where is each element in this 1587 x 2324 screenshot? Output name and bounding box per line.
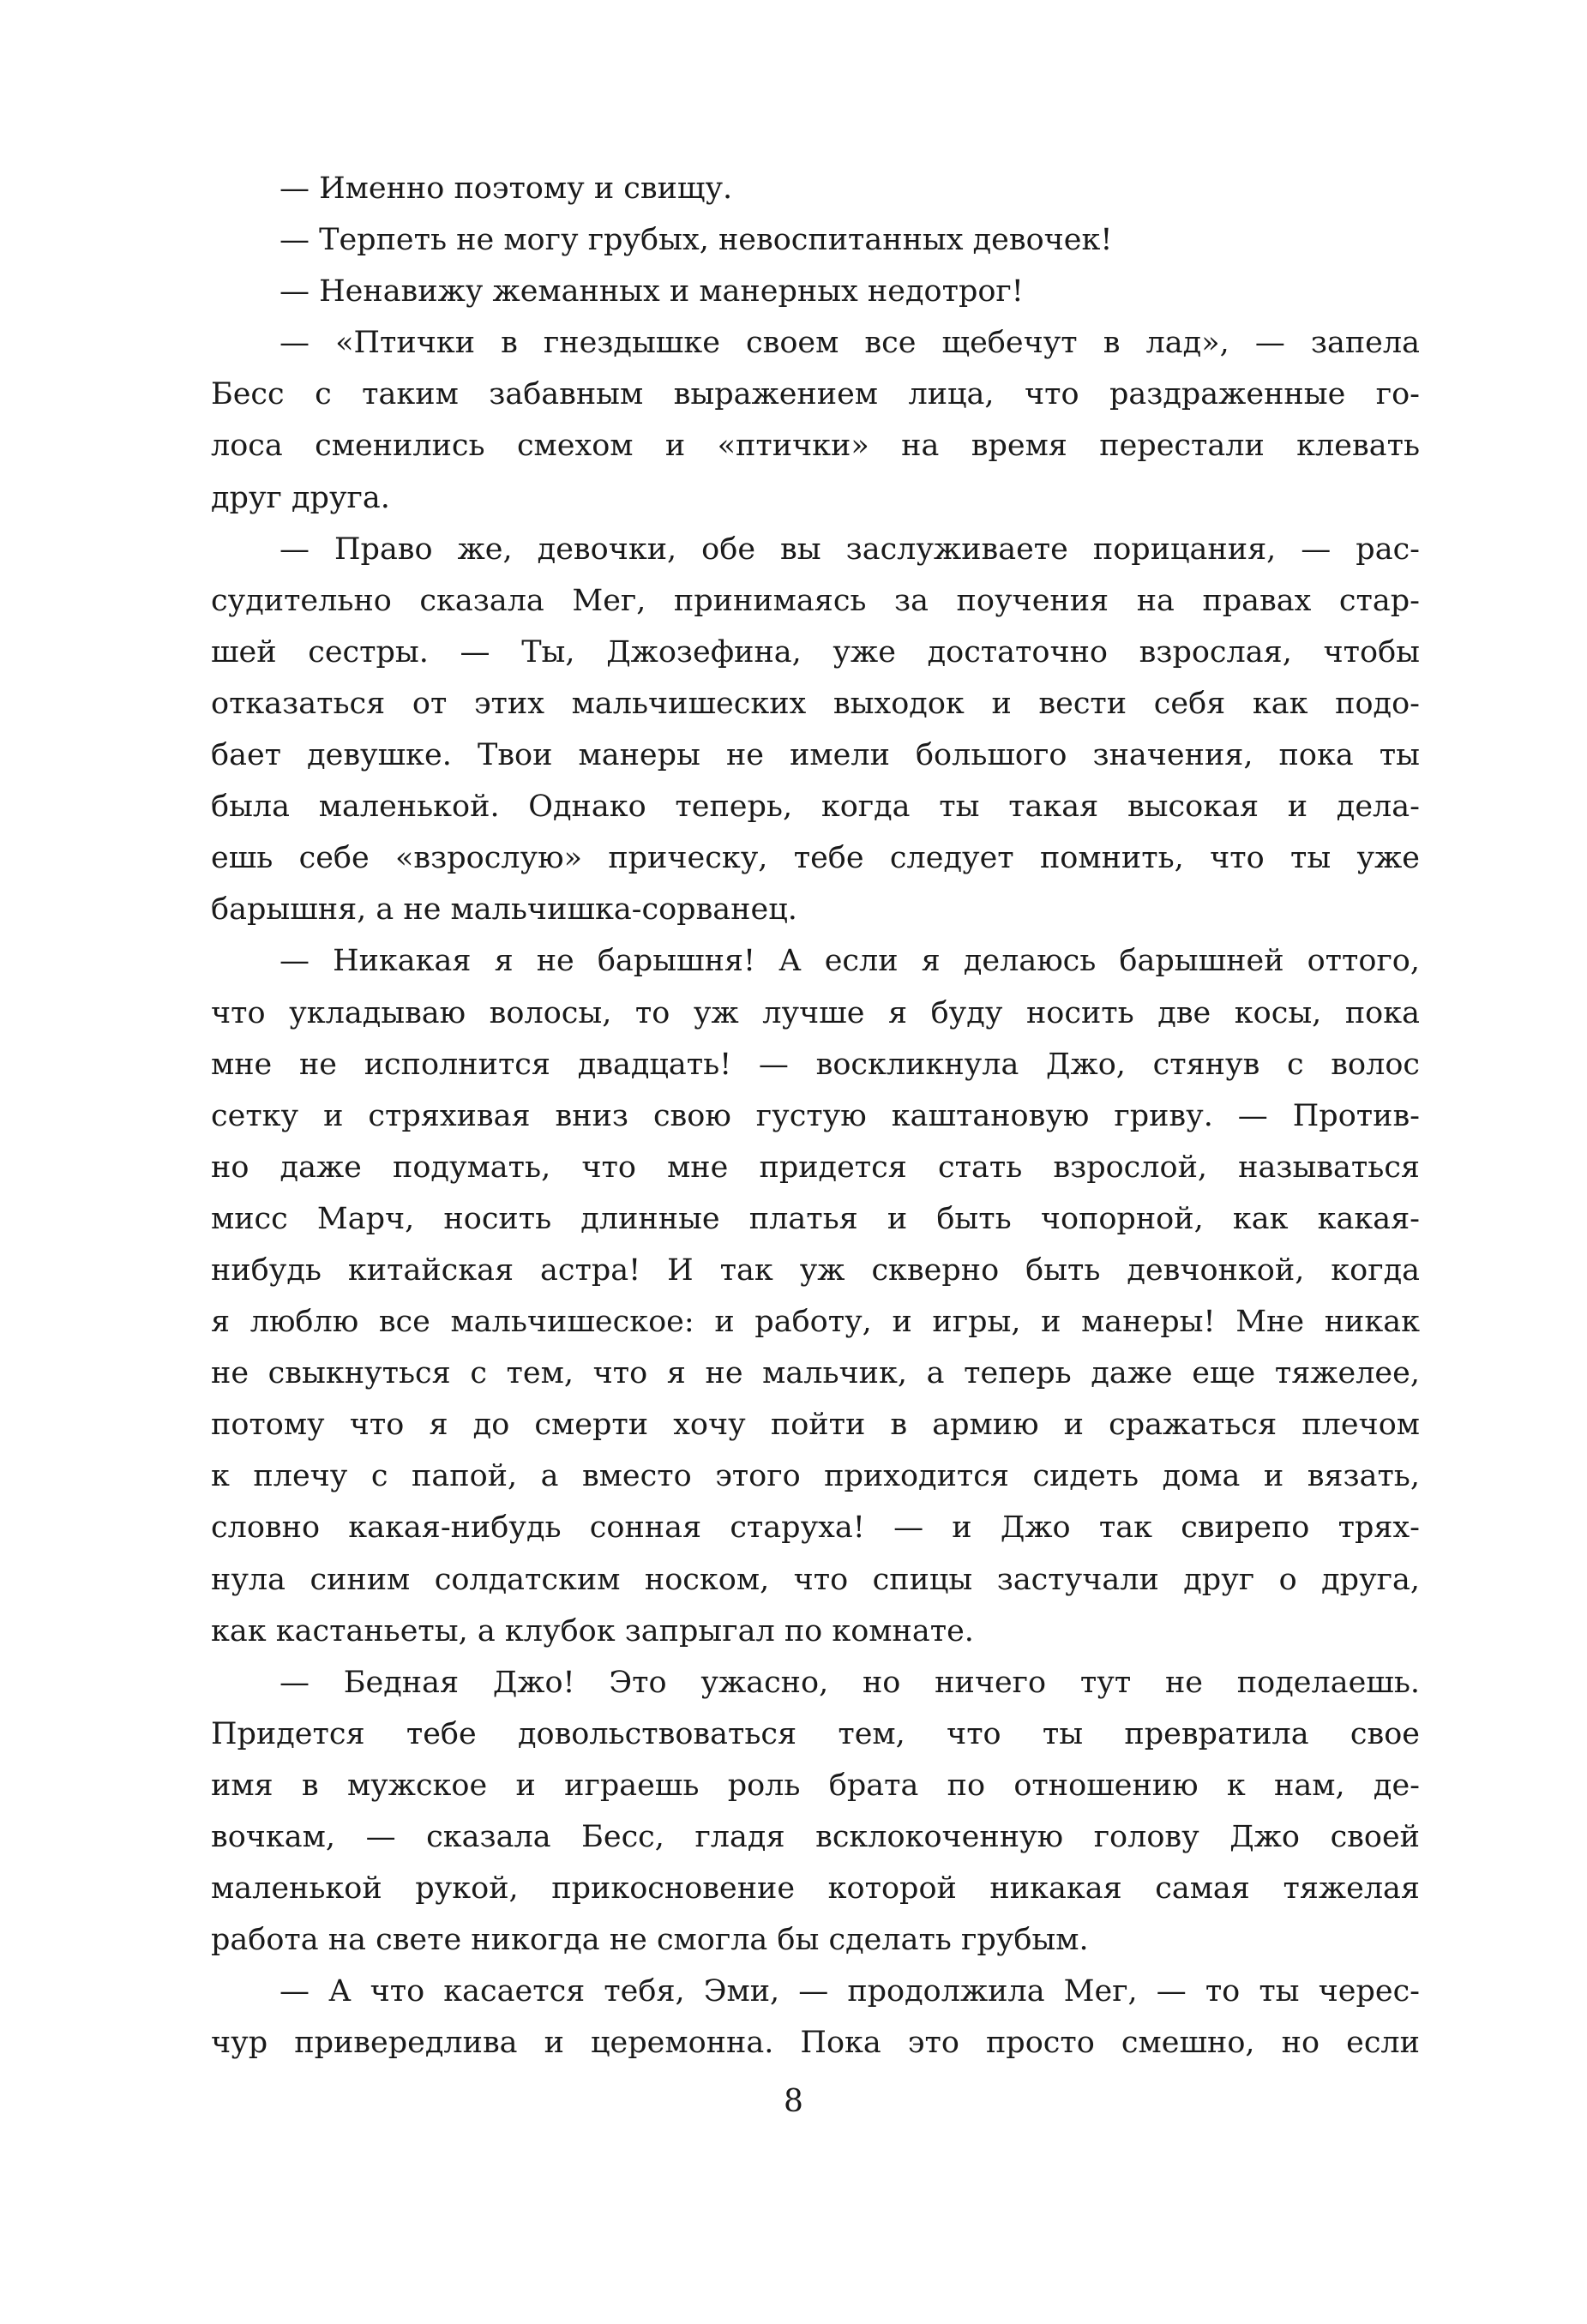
- text-line: сетку и стряхивая вниз свою густую каштановую гриву. — Против-: [211, 1098, 1420, 1133]
- paragraph: [211, 524, 1420, 936]
- text-line: — Ненавижу жеманных и манерных недотрог!: [280, 274, 1024, 309]
- text-line: мне не исполнится двадцать! — воскликнула Джо, стянув с волос: [211, 1047, 1420, 1082]
- page-number: 8: [784, 2084, 803, 2119]
- text-line: отказаться от этих мальчишеских выходок и вести себя как подо-: [211, 686, 1420, 721]
- text-line: я люблю все мальчишеское: и работу, и игры, и манеры! Мне никак: [211, 1305, 1420, 1340]
- text-line: Придется тебе довольствоваться тем, что ты превратила свое: [211, 1716, 1420, 1751]
- text-line: нибудь китайская астра! И так уж скверно быть девчонкой, когда: [211, 1252, 1420, 1288]
- text-line: к плечу с папой, а вместо этого приходится сидеть дома и вязать,: [211, 1459, 1420, 1494]
- text-line: ешь себе «взрослую» прическу, тебе следует помнить, что ты уже: [211, 841, 1420, 876]
- text-line: — Терпеть не могу грубых, невоспитанных девочек!: [280, 223, 1113, 258]
- text-line: но даже подумать, что мне придется стать взрослой, называться: [211, 1150, 1420, 1185]
- text-line: шей сестры. — Ты, Джозефина, уже достаточно взрослая, чтобы: [211, 634, 1420, 670]
- text-line: была маленькой. Однако теперь, когда ты такая высокая и дела-: [211, 790, 1420, 825]
- paragraph: [211, 163, 1420, 214]
- paragraph: [211, 1657, 1420, 1967]
- text-line: судительно сказала Мег, принимаясь за поучения на правах стар-: [211, 583, 1420, 618]
- text-line: барышня, а не мальчишка-сорванец.: [211, 892, 797, 928]
- text-line: — Именно поэтому и свищу.: [280, 171, 733, 206]
- text-line: маленькой рукой, прикосновение которой никакая самая тяжелая: [211, 1871, 1420, 1907]
- paragraph: [211, 214, 1420, 266]
- text-line: бает девушке. Твои манеры не имели большого значения, пока ты: [211, 738, 1420, 773]
- text-line: что укладываю волосы, то уж лучше я буду носить две косы, пока: [211, 995, 1420, 1030]
- text-line: чур привередлива и церемонна. Пока это просто смешно, но если: [211, 2026, 1420, 2061]
- paragraph: [211, 266, 1420, 317]
- text-line: потому что я до смерти хочу пойти в армию и сражаться плечом: [211, 1408, 1420, 1443]
- body-text: [211, 163, 1420, 2069]
- text-line: — Бедная Джо! Это ужасно, но ничего тут не поделаешь.: [280, 1665, 1420, 1700]
- text-line: работа на свете никогда не смогла бы сделать грубым.: [211, 1923, 1089, 1958]
- text-line: — Никакая я не барышня! А если я делаюсь барышней оттого,: [280, 944, 1420, 979]
- text-line: словно какая-нибудь сонная старуха! — и Джо так свирепо трях-: [211, 1510, 1420, 1546]
- paragraph: [211, 317, 1420, 523]
- text-line: имя в мужское и играешь роль брата по отношению к нам, де-: [211, 1768, 1420, 1803]
- text-line: — Право же, девочки, обе вы заслуживаете порицания, — рас-: [280, 531, 1420, 567]
- paragraph: [211, 1966, 1420, 2069]
- text-line: Бесс с таким забавным выражением лица, что раздраженные го-: [211, 377, 1420, 412]
- text-line: как кастаньеты, а клубок запрыгал по комнате.: [211, 1613, 974, 1648]
- paragraph: [211, 935, 1420, 1656]
- text-line: вочкам, — сказала Бесс, гладя всклокоченную голову Джо своей: [211, 1820, 1420, 1854]
- text-line: мисс Марч, носить длинные платья и быть чопорной, как какая-: [211, 1201, 1420, 1236]
- text-line: друг друга.: [211, 480, 390, 515]
- text-line: — «Птички в гнездышке своем все щебечут в лад», — запела: [280, 326, 1420, 361]
- text-line: — А что касается тебя, Эми, — продолжила Мег, — то ты черес-: [280, 1974, 1420, 2009]
- text-line: не свыкнуться с тем, что я не мальчик, а теперь даже еще тяжелее,: [211, 1356, 1420, 1391]
- text-line: нула синим солдатским носком, что спицы застучали друг о друга,: [211, 1562, 1420, 1597]
- text-line: лоса сменились смехом и «птички» на время перестали клевать: [211, 429, 1420, 464]
